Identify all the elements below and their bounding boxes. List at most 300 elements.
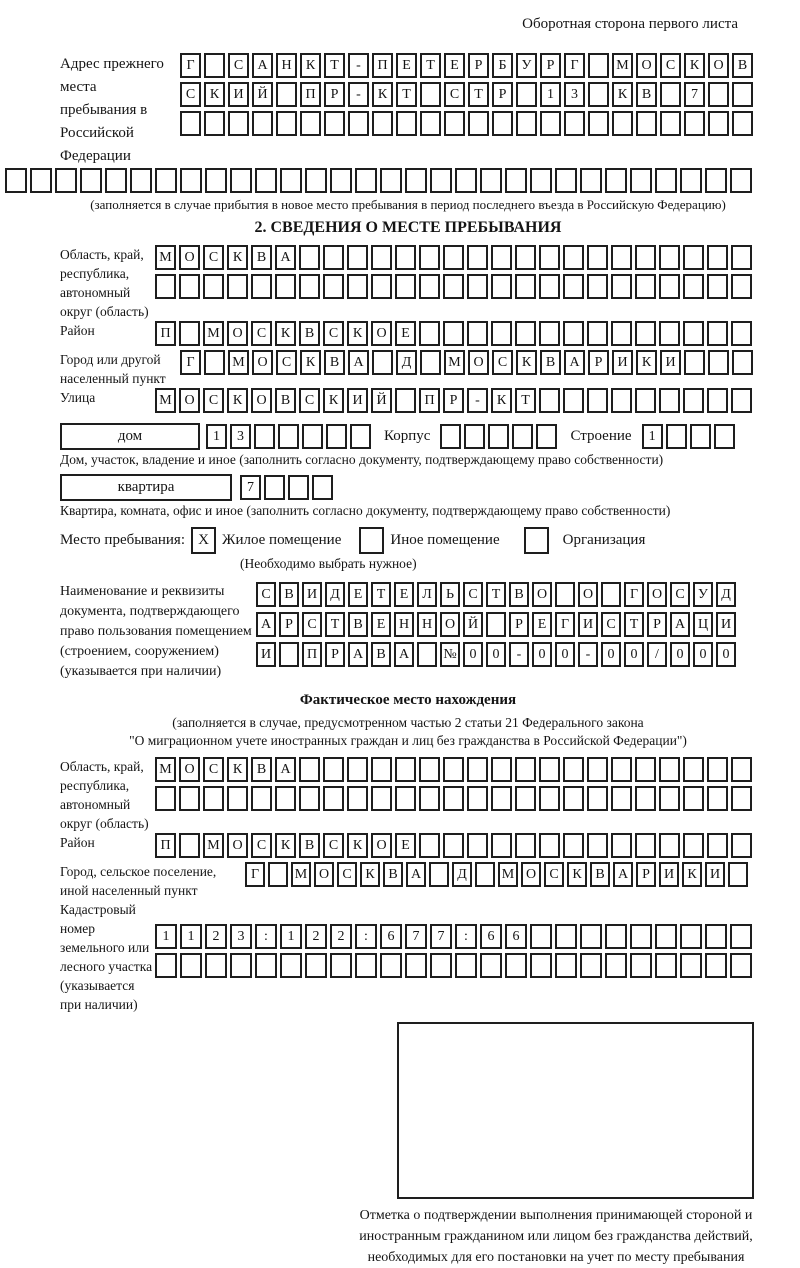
char-cell [179, 274, 200, 299]
checkbox-other-premises[interactable] [359, 527, 384, 554]
char-cell: : [255, 924, 277, 949]
char-cell: А [348, 642, 368, 667]
char-cell [55, 168, 77, 193]
char-cell [731, 757, 752, 782]
char-cell [636, 111, 657, 136]
char-cell: : [355, 924, 377, 949]
char-cell [705, 953, 727, 978]
char-cell [605, 168, 627, 193]
apartment-cells [240, 475, 336, 500]
char-cell: 0 [532, 642, 552, 667]
page-corner-title: Оборотная сторона первого листа [522, 16, 738, 32]
char-cell: Ь [440, 582, 460, 607]
char-cell: Е [532, 612, 552, 637]
char-cell: Г [245, 862, 265, 887]
char-cell [488, 424, 509, 449]
char-cell: 7 [430, 924, 452, 949]
char-cell: Е [395, 833, 416, 858]
apartment-row [60, 474, 756, 501]
char-cell [155, 786, 176, 811]
char-cell [326, 424, 347, 449]
char-cell: К [491, 388, 512, 413]
char-cell: Е [394, 582, 414, 607]
char-cell: О [252, 350, 273, 375]
char-cell: О [179, 757, 200, 782]
district-block [60, 321, 756, 350]
char-cell [683, 321, 704, 346]
char-cell: - [509, 642, 529, 667]
char-cell: О [532, 582, 552, 607]
char-cell [732, 111, 753, 136]
char-cell: Р [540, 53, 561, 78]
char-cell [505, 168, 527, 193]
char-cell [440, 424, 461, 449]
char-cell: Г [555, 612, 575, 637]
char-cell [635, 245, 656, 270]
char-cell: Е [396, 53, 417, 78]
char-cell [419, 245, 440, 270]
char-cell [587, 274, 608, 299]
char-cell [204, 111, 225, 136]
char-cell [264, 475, 285, 500]
stay-type-label: Место пребывания: [60, 532, 185, 548]
char-cell [443, 757, 464, 782]
char-cell: О [251, 388, 272, 413]
char-cell [635, 757, 656, 782]
cadastral-label: Кадастровый номер земельного или лесного участка (указывается при наличии) [60, 902, 153, 1012]
char-cell: О [371, 321, 392, 346]
char-cell: С [660, 53, 681, 78]
street-label: Улица [60, 390, 96, 405]
char-cell: 1 [180, 924, 202, 949]
char-cell [660, 82, 681, 107]
char-cell [707, 388, 728, 413]
char-cell [563, 757, 584, 782]
char-cell [299, 786, 320, 811]
char-cell [515, 245, 536, 270]
char-cell: Г [624, 582, 644, 607]
char-cell: И [612, 350, 633, 375]
char-cell: П [300, 82, 321, 107]
char-cell [203, 274, 224, 299]
char-cell [255, 953, 277, 978]
district-label: Район [60, 323, 95, 338]
char-cell [635, 833, 656, 858]
char-cell: С [544, 862, 564, 887]
char-cell: К [323, 388, 344, 413]
char-cell [512, 424, 533, 449]
char-cell: В [509, 582, 529, 607]
char-cell [30, 168, 52, 193]
char-cell [731, 245, 752, 270]
char-cell: Т [486, 582, 506, 607]
char-cell [179, 786, 200, 811]
char-cell [417, 642, 437, 667]
char-cell [580, 953, 602, 978]
char-cell: Н [417, 612, 437, 637]
char-cell: В [732, 53, 753, 78]
char-cell [714, 424, 735, 449]
char-cell [251, 274, 272, 299]
char-cell [555, 582, 575, 607]
char-cell [605, 924, 627, 949]
char-cell [203, 786, 224, 811]
char-cell: 1 [540, 82, 561, 107]
char-cell: И [705, 862, 725, 887]
char-cell [443, 833, 464, 858]
char-cell [630, 924, 652, 949]
char-cell [395, 786, 416, 811]
char-cell [690, 424, 711, 449]
char-cell [612, 111, 633, 136]
char-cell [312, 475, 333, 500]
char-cell [705, 924, 727, 949]
char-cell [728, 862, 748, 887]
char-cell: Р [443, 388, 464, 413]
char-cell: Р [509, 612, 529, 637]
char-cell [539, 321, 560, 346]
char-cell: М [612, 53, 633, 78]
char-cell [580, 924, 602, 949]
char-cell [515, 786, 536, 811]
char-cell: К [227, 245, 248, 270]
char-cell: Д [452, 862, 472, 887]
char-cell [536, 424, 557, 449]
char-cell: Т [468, 82, 489, 107]
char-cell: О [468, 350, 489, 375]
char-cell: В [324, 350, 345, 375]
char-cell: О [521, 862, 541, 887]
actual-region-block [60, 757, 756, 833]
char-cell: С [203, 757, 224, 782]
char-cell [659, 321, 680, 346]
char-cell: 1 [155, 924, 177, 949]
char-cell [280, 953, 302, 978]
char-cell: И [228, 82, 249, 107]
char-cell [255, 168, 277, 193]
char-cell [371, 757, 392, 782]
char-cell: 7 [684, 82, 705, 107]
char-cell: К [567, 862, 587, 887]
char-cell [443, 245, 464, 270]
char-cell: И [716, 612, 736, 637]
char-cell [305, 953, 327, 978]
char-cell [659, 757, 680, 782]
char-cell [611, 757, 632, 782]
char-cell [635, 786, 656, 811]
char-cell: 0 [555, 642, 575, 667]
char-cell: Й [463, 612, 483, 637]
char-cell [227, 274, 248, 299]
char-cell: О [227, 321, 248, 346]
char-cell [491, 274, 512, 299]
char-cell [347, 274, 368, 299]
char-cell: Й [371, 388, 392, 413]
option-other-premises-label: Иное помещение [390, 532, 500, 548]
char-cell [330, 168, 352, 193]
char-cell [230, 953, 252, 978]
char-cell [555, 168, 577, 193]
actual-city-label: Город, сельское поселение, иной населенный пункт [60, 864, 217, 898]
char-cell [380, 168, 402, 193]
char-cell: М [155, 388, 176, 413]
char-cell [611, 833, 632, 858]
char-cell [355, 168, 377, 193]
char-cell [708, 350, 729, 375]
char-cell: М [203, 321, 224, 346]
korpus-cells [440, 424, 560, 449]
char-cell: М [155, 245, 176, 270]
char-cell [405, 953, 427, 978]
char-cell [227, 786, 248, 811]
char-cell: Е [348, 582, 368, 607]
char-cell [731, 833, 752, 858]
char-cell [563, 274, 584, 299]
char-cell: Р [324, 82, 345, 107]
char-cell [420, 350, 441, 375]
char-cell: Д [396, 350, 417, 375]
char-cell [305, 168, 327, 193]
char-cell: У [693, 582, 713, 607]
char-cell [486, 612, 506, 637]
char-cell: С [302, 612, 322, 637]
apartment-note: Квартира, комната, офис и иное (заполнить согласно документу, подтверждающему право собственности) [60, 503, 671, 518]
char-cell: К [227, 757, 248, 782]
char-cell: Т [396, 82, 417, 107]
char-cell: Т [325, 612, 345, 637]
char-cell: О [440, 612, 460, 637]
char-cell [635, 321, 656, 346]
char-cell [730, 924, 752, 949]
char-cell [268, 862, 288, 887]
char-cell: К [347, 833, 368, 858]
char-cell: С [601, 612, 621, 637]
char-cell [155, 168, 177, 193]
char-cell: 0 [624, 642, 644, 667]
char-cell [680, 953, 702, 978]
char-cell [683, 274, 704, 299]
char-cell: В [348, 612, 368, 637]
char-cell [666, 424, 687, 449]
char-cell: И [347, 388, 368, 413]
char-cell [276, 82, 297, 107]
char-cell: 3 [230, 924, 252, 949]
char-cell [539, 245, 560, 270]
char-cell: К [682, 862, 702, 887]
char-cell [655, 168, 677, 193]
char-cell [683, 245, 704, 270]
char-cell [105, 168, 127, 193]
char-cell [371, 786, 392, 811]
char-cell [429, 862, 449, 887]
char-cell [707, 757, 728, 782]
char-cell [467, 321, 488, 346]
document-row-2 [256, 612, 739, 637]
char-cell: В [371, 642, 391, 667]
actual-city-block [60, 862, 756, 900]
char-cell [563, 388, 584, 413]
char-cell: С [492, 350, 513, 375]
char-cell [300, 111, 321, 136]
char-cell [587, 757, 608, 782]
char-cell [254, 424, 275, 449]
char-cell [611, 274, 632, 299]
char-cell [515, 757, 536, 782]
district-row [155, 321, 755, 346]
char-cell [659, 388, 680, 413]
char-cell [655, 953, 677, 978]
char-cell: К [227, 388, 248, 413]
char-cell [539, 833, 560, 858]
char-cell [180, 168, 202, 193]
char-cell: И [660, 350, 681, 375]
char-cell: К [516, 350, 537, 375]
street-row [155, 388, 755, 413]
char-cell: Р [492, 82, 513, 107]
char-cell: № [440, 642, 460, 667]
char-cell: К [360, 862, 380, 887]
city-row [180, 350, 756, 375]
char-cell: С [323, 833, 344, 858]
char-cell: 2 [330, 924, 352, 949]
char-cell [467, 833, 488, 858]
char-cell [684, 350, 705, 375]
prev-address-label: Адрес прежнего места пребывания в Российской Федерации [60, 56, 164, 164]
house-note: Дом, участок, владение и иное (заполнить согласно документу, подтверждающему право собственности) [60, 452, 664, 467]
char-cell: С [463, 582, 483, 607]
apartment-box: квартира [60, 474, 232, 501]
house-number-cells [206, 424, 374, 449]
char-cell [680, 168, 702, 193]
char-cell [530, 953, 552, 978]
char-cell [467, 786, 488, 811]
char-cell [588, 111, 609, 136]
char-cell: - [467, 388, 488, 413]
char-cell [588, 53, 609, 78]
char-cell: 0 [463, 642, 483, 667]
char-cell [395, 388, 416, 413]
char-cell [299, 274, 320, 299]
char-cell: Т [515, 388, 536, 413]
house-box: дом [60, 423, 200, 450]
char-cell [419, 786, 440, 811]
char-cell: Р [636, 862, 656, 887]
char-cell [288, 475, 309, 500]
char-cell [564, 111, 585, 136]
char-cell: Т [624, 612, 644, 637]
char-cell: А [348, 350, 369, 375]
char-cell [299, 757, 320, 782]
checkbox-residential[interactable]: X [191, 527, 216, 554]
char-cell: К [372, 82, 393, 107]
char-cell [539, 757, 560, 782]
char-cell [467, 757, 488, 782]
char-cell [605, 953, 627, 978]
char-cell [405, 168, 427, 193]
char-cell: П [302, 642, 322, 667]
char-cell: Д [325, 582, 345, 607]
char-cell [443, 321, 464, 346]
char-cell [395, 757, 416, 782]
char-cell [660, 111, 681, 136]
char-cell: В [279, 582, 299, 607]
char-cell: Л [417, 582, 437, 607]
char-cell [230, 168, 252, 193]
char-cell: С [180, 82, 201, 107]
char-cell: О [227, 833, 248, 858]
char-cell [324, 111, 345, 136]
char-cell: В [590, 862, 610, 887]
document-block [60, 582, 756, 682]
cadastral-block [60, 900, 756, 1014]
char-cell: Т [420, 53, 441, 78]
char-cell [480, 168, 502, 193]
char-cell: В [299, 833, 320, 858]
char-cell: А [564, 350, 585, 375]
char-cell [228, 111, 249, 136]
char-cell [683, 388, 704, 413]
char-cell [455, 168, 477, 193]
char-cell [323, 757, 344, 782]
char-cell [491, 321, 512, 346]
char-cell: О [636, 53, 657, 78]
char-cell [419, 321, 440, 346]
char-cell: В [251, 245, 272, 270]
actual-district-label: Район [60, 835, 95, 850]
actual-region-label: Область, край, республика, автономный округ (область) [60, 759, 149, 831]
char-cell [396, 111, 417, 136]
char-cell [205, 168, 227, 193]
char-cell [516, 82, 537, 107]
char-cell [731, 786, 752, 811]
char-cell [430, 168, 452, 193]
char-cell: С [228, 53, 249, 78]
actual-district-row [155, 833, 755, 858]
char-cell: Г [180, 350, 201, 375]
char-cell: - [348, 53, 369, 78]
char-cell: А [670, 612, 690, 637]
option-residential-label: Жилое помещение [222, 532, 342, 548]
char-cell: Е [371, 612, 391, 637]
prev-address-row-3 [180, 111, 756, 136]
char-cell [443, 786, 464, 811]
char-cell [204, 350, 225, 375]
char-cell [491, 245, 512, 270]
actual-city-row [245, 862, 751, 887]
prev-address-note: (заполняется в случае прибытия в новое место пребывания в период последнего въезда в Российскую Федерацию) [90, 197, 726, 212]
char-cell [278, 424, 299, 449]
char-cell: О [314, 862, 334, 887]
char-cell [601, 582, 621, 607]
char-cell [659, 245, 680, 270]
char-cell: М [498, 862, 518, 887]
char-cell [587, 833, 608, 858]
char-cell: М [203, 833, 224, 858]
char-cell [464, 424, 485, 449]
char-cell [323, 245, 344, 270]
char-cell: Й [252, 82, 273, 107]
char-cell: С [337, 862, 357, 887]
region-label: Область, край, республика, автономный округ (область) [60, 247, 149, 319]
char-cell [179, 321, 200, 346]
city-label: Город или другой населенный пункт [60, 352, 166, 386]
char-cell [539, 274, 560, 299]
char-cell: П [155, 321, 176, 346]
option-organization-label: Организация [562, 532, 646, 548]
char-cell [683, 786, 704, 811]
checkbox-organization[interactable] [524, 527, 549, 554]
char-cell: С [323, 321, 344, 346]
